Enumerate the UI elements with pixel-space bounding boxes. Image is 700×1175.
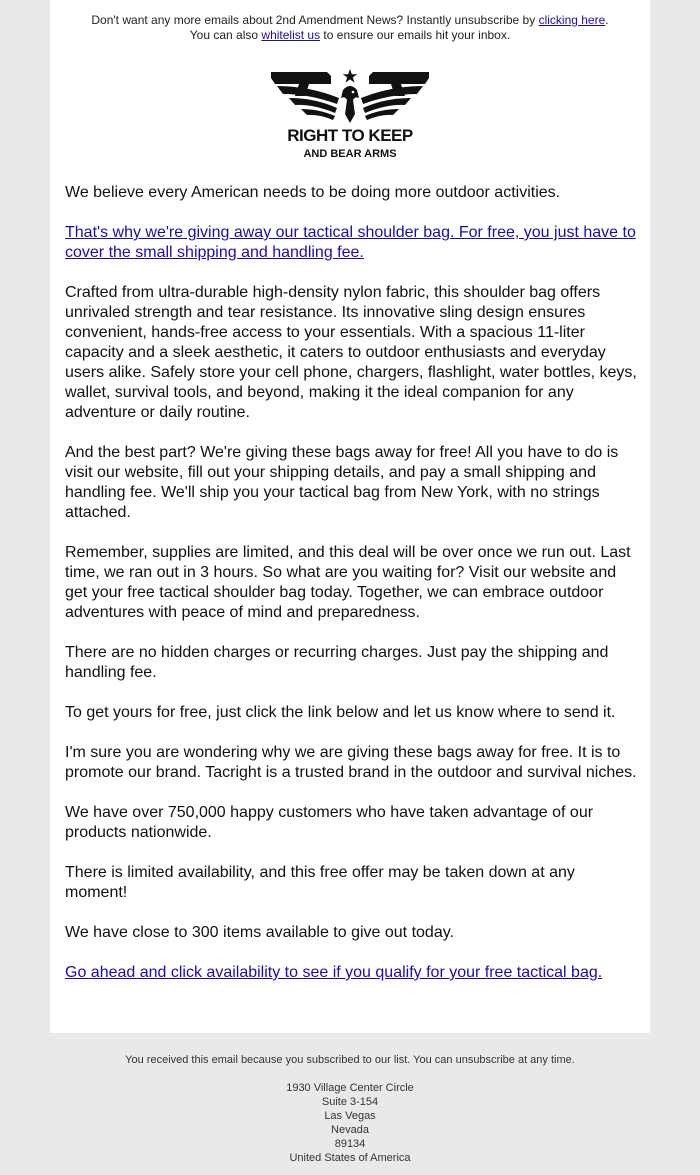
qualify-link[interactable]: Go ahead and click availability to see if you qualify for your free tactical bag. (65, 964, 603, 981)
paragraph-limited: Remember, supplies are limited, and this deal will be over once we run out. Last time, we ran out in 3 hours. So what are you waiting for? Visit our website and get your free tactical shoulder bag today. Together, we can embrace outdoor adventures with peace of mind and preparedness. (65, 544, 631, 621)
paragraph-cta (65, 963, 637, 983)
paragraph-why-free: I'm sure you are wondering why we are giving these bags away for free. It is to promote our brand. Tacright is a trusted brand in the outdoor and survival niches. (65, 744, 637, 781)
top-notice-suffix: . (605, 13, 609, 27)
paragraph-no-charges: There are no hidden charges or recurring charges. Just pay the shipping and handling fee. (65, 644, 609, 681)
paragraph-description: Crafted from ultra-durable high-density nylon fabric, this shoulder bag offers unrivaled strength and tear resistance. Its innovative sling design ensures convenient, hands-free access to your essentials. With a spacious 11-liter capacity and a sleek aesthetic, it caters to outdoor enthusiasts and everyday users alike. Safely store your cell phone, chargers, flashlight, water bottles, keys, wallet, survival tools, and beyond, making it the ideal companion for any adventure or daily routine. (65, 284, 637, 421)
address-line: Nevada (331, 1124, 369, 1136)
email-body (65, 183, 637, 1003)
address-line: Las Vegas (324, 1110, 376, 1122)
paragraph-customers: We have over 750,000 happy customers who have taken advantage of our products nationwide. (65, 804, 594, 841)
whitelist-link[interactable]: whitelist us (261, 28, 321, 42)
offer-link[interactable]: That's why we're giving away our tactical shoulder bag. For free, you just have to cover the small shipping and handling fee. (65, 224, 636, 261)
email-card (50, 0, 650, 1033)
top-notice-line2 (50, 28, 650, 43)
address-line: 1930 Village Center Circle (286, 1082, 414, 1094)
top-notice (50, 13, 650, 43)
whitelist-suffix: to ensure our emails hit your inbox. (320, 28, 511, 42)
whitelist-text: You can also (189, 28, 262, 42)
footer-notice: You received this email because you subscribed to our list. You can unsubscribe at any time. (125, 1054, 575, 1066)
address-line: 89134 (334, 1138, 366, 1150)
top-notice-line1 (50, 13, 650, 28)
brand-logo (269, 68, 431, 162)
paragraph-availability: There is limited availability, and this free offer may be taken down at any moment! (65, 864, 575, 901)
paragraph-offer (65, 223, 637, 263)
eagle-pistols-logo-icon (269, 68, 431, 124)
address-line: United States of America (289, 1152, 411, 1164)
address-line: Suite 3-154 (321, 1096, 379, 1108)
unsubscribe-link[interactable]: clicking here (538, 13, 606, 27)
paragraph-intro: We believe every American needs to be doing more outdoor activities. (65, 184, 561, 201)
logo-line1: RIGHT TO KEEP (287, 126, 413, 145)
logo-line2: AND BEAR ARMS (303, 148, 397, 160)
email-footer (0, 1053, 700, 1165)
top-notice-text: Don't want any more emails about 2nd Amendment News? Instantly unsubscribe by (91, 13, 539, 27)
paragraph-best-part: And the best part? We're giving these bags away for free! All you have to do is visit our website, fill out your shipping details, and pay a small shipping and handling fee. We'll ship you your tactical bag from New York, with no strings attached. (65, 444, 619, 521)
paragraph-get-yours: To get yours for free, just click the link below and let us know where to send it. (65, 704, 616, 721)
paragraph-items: We have close to 300 items available to give out today. (65, 924, 454, 941)
